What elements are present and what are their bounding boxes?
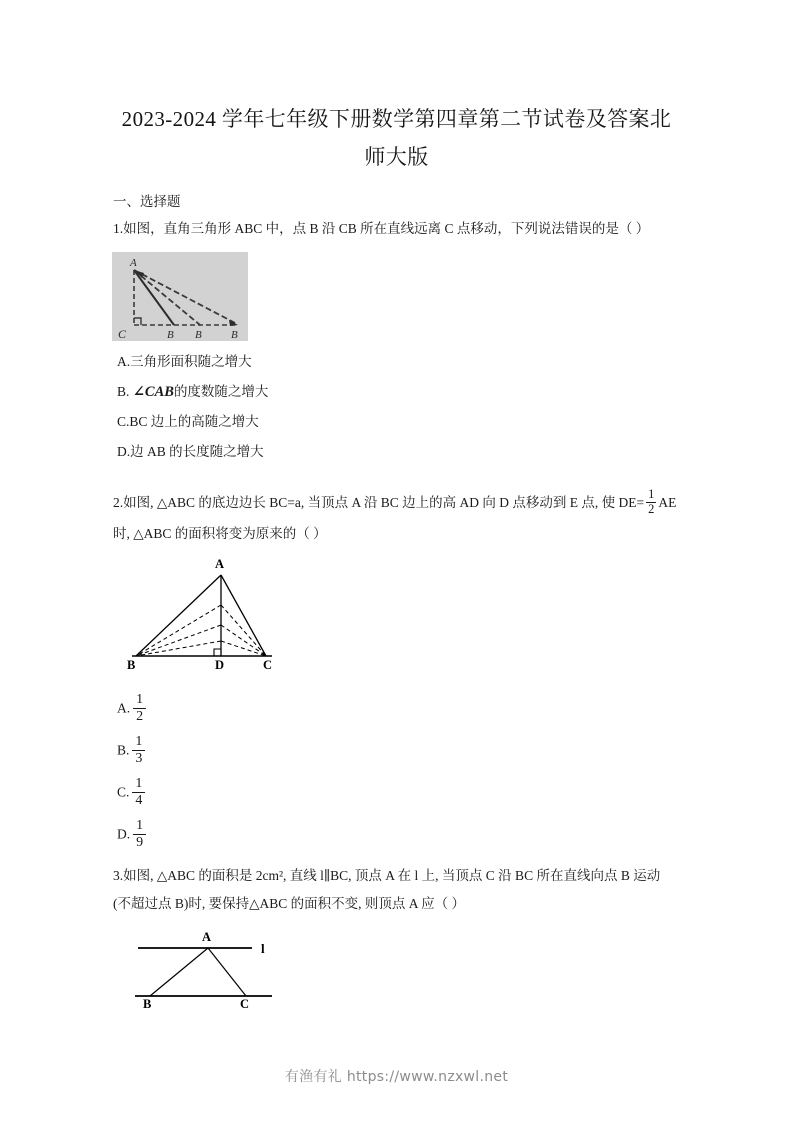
- question-2-fraction: [646, 488, 656, 516]
- question-1-option-d: [117, 442, 264, 462]
- question-2-option-c: [117, 776, 145, 808]
- fraction-denominator: 9: [133, 834, 146, 851]
- page-title-line-2: 师大版: [364, 145, 429, 169]
- figure-question-2: [126, 553, 286, 671]
- question-2-text-line-1: [113, 488, 676, 516]
- question-1-text: 1.如图，直角三角形 ABC 中，点 B 沿 CB 所在直线远离 C 点移动，下列说法错误的是（ ）: [113, 221, 650, 236]
- svg-text:A: A: [130, 257, 137, 269]
- svg-text:B: B: [127, 658, 136, 671]
- svg-text:C: C: [263, 658, 273, 671]
- question-2-text-part-1: 2.如图, △ABC 的底边边长 BC=a, 当顶点 A 沿 BC 边上的高 AD 向 D 点移动到 E 点, 使 DE=: [113, 494, 645, 510]
- option-key: A.: [117, 700, 131, 716]
- page-title-line-1: 2023-2024 学年七年级下册数学第四章第二节试卷及答案北: [121, 107, 672, 131]
- option-key: C.: [117, 414, 130, 429]
- option-fraction: [132, 776, 145, 808]
- question-2-option-a: [117, 692, 146, 724]
- fraction-numerator: 1: [648, 487, 655, 501]
- option-key: B.: [117, 384, 130, 399]
- option-text: BC 边上的高随之增大: [129, 414, 259, 429]
- section-heading: 一、选择题: [113, 194, 181, 209]
- option-text: 三角形面积随之增大: [130, 354, 252, 369]
- question-2-option-b: [117, 734, 145, 766]
- fraction-denominator: 2: [133, 708, 146, 725]
- question-2-text-line-2: 时, △ABC 的面积将变为原来的（ ）: [113, 526, 327, 541]
- fraction-denominator: 3: [132, 750, 145, 767]
- option-text: 边 AB 的长度随之增大: [130, 444, 264, 459]
- question-1-option-a: [117, 352, 252, 372]
- question-3-text-line-2: (不超过点 B)时, 要保持△ABC 的面积不变, 则顶点 A 应（ ）: [113, 896, 466, 911]
- svg-text:B: B: [195, 329, 202, 341]
- svg-text:C: C: [240, 997, 250, 1008]
- option-text: 的度数随之增大: [173, 384, 269, 399]
- option-key: A.: [117, 354, 131, 369]
- option-fraction: [133, 818, 146, 850]
- fraction-denominator: 2: [648, 501, 655, 516]
- footer-watermark: [0, 1066, 793, 1086]
- svg-text:A: A: [202, 930, 212, 944]
- fraction-denominator: 4: [132, 792, 145, 809]
- option-key: B.: [117, 742, 130, 758]
- svg-text:A: A: [215, 557, 225, 571]
- footer-brand: 有渔有礼: [284, 1069, 343, 1085]
- option-fraction: [133, 692, 146, 724]
- fraction-numerator: 1: [135, 734, 143, 749]
- svg-text:B: B: [143, 997, 152, 1008]
- question-2-text-part-2: AE: [658, 494, 677, 510]
- question-1-option-c: [117, 412, 259, 432]
- figure-question-1: [112, 252, 248, 341]
- svg-text:B: B: [231, 329, 238, 341]
- svg-text:B: B: [167, 329, 174, 341]
- option-key: D.: [117, 444, 131, 459]
- question-3-text-line-1: 3.如图, △ABC 的面积是 2cm², 直线 l∥BC, 顶点 A 在 l 上, 当顶点 C 沿 BC 所在直线向点 B 运动: [113, 868, 661, 883]
- option-math-angle-cab: ∠CAB: [132, 384, 174, 400]
- question-2-option-d: [117, 818, 146, 850]
- svg-text:C: C: [118, 327, 127, 341]
- svg-text:l: l: [261, 941, 265, 956]
- fraction-numerator: 1: [135, 776, 143, 791]
- svg-text:D: D: [215, 658, 225, 671]
- fraction-numerator: 1: [136, 818, 144, 833]
- footer-url: https://www.nzxwl.net: [346, 1069, 509, 1085]
- option-key: C.: [117, 784, 130, 800]
- fraction-numerator: 1: [136, 692, 144, 707]
- option-key: D.: [117, 826, 131, 842]
- question-1-option-b: [117, 382, 268, 402]
- figure-question-3: [130, 926, 282, 1008]
- page-title: [110, 100, 683, 176]
- option-fraction: [132, 734, 145, 766]
